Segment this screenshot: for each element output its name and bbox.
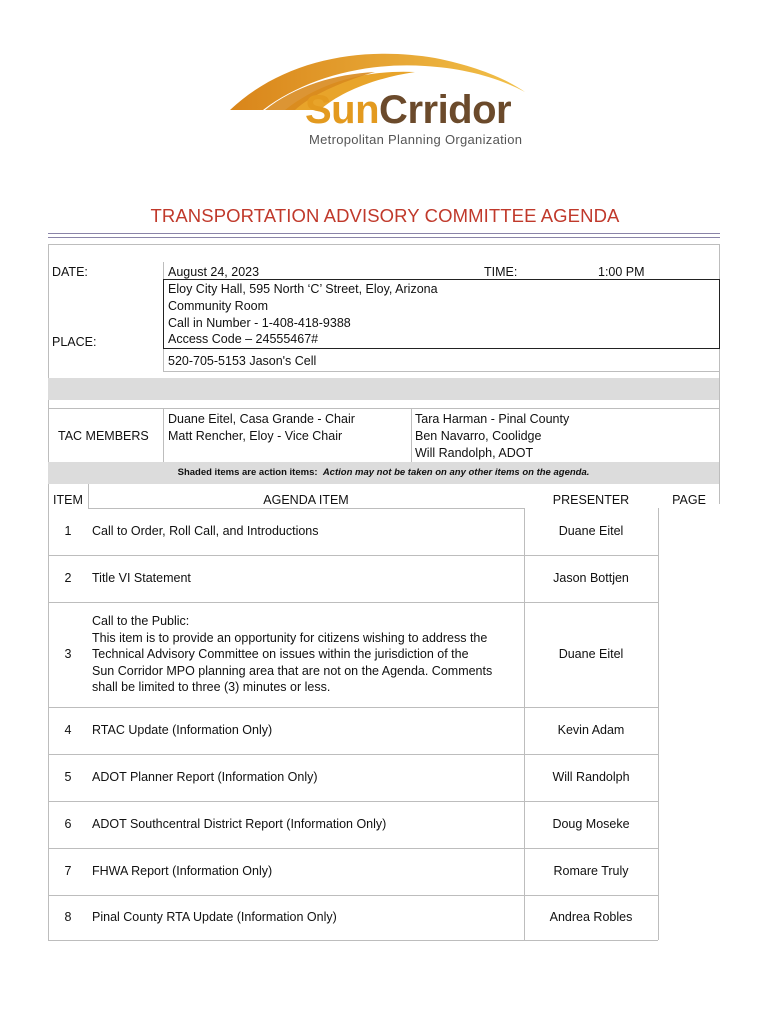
item-number: 5: [64, 770, 72, 785]
agenda-item-text: Pinal County RTA Update (Information Only): [92, 910, 337, 925]
logo: [225, 48, 555, 153]
grid-line: [48, 940, 658, 941]
logo-word-rest: rridor: [407, 88, 512, 132]
col-header-page: PAGE: [672, 493, 706, 507]
presenter-name: Kevin Adam: [557, 723, 625, 738]
page-title: TRANSPORTATION ADVISORY COMMITTEE AGENDA: [150, 205, 620, 226]
agenda-item-text: This item is to provide an opportunity for citizens wishing to address the: [92, 630, 488, 645]
members-label: TAC MEMBERS: [58, 429, 149, 443]
agenda-item-text: Title VI Statement: [92, 571, 191, 586]
member-col1-1: Duane Eitel, Casa Grande - Chair: [168, 412, 355, 426]
presenter-name: Duane Eitel: [558, 647, 624, 662]
item-number: 4: [64, 723, 72, 738]
grid-line: [48, 895, 658, 896]
agenda-item-text: Technical Advisory Committee on issues within the jurisdiction of the: [92, 647, 469, 662]
grid-line: [88, 484, 89, 508]
grid-line: [411, 408, 412, 462]
place-line-1: Eloy City Hall, 595 North ‘C’ Street, Eloy, Arizona: [168, 282, 438, 296]
grid-line: [48, 754, 658, 755]
presenter-name: Duane Eitel: [558, 524, 624, 539]
action-note-italic: Action may not be taken on any other items on the agenda.: [322, 467, 590, 478]
item-number: 8: [64, 910, 72, 925]
item-number: 7: [64, 864, 72, 879]
agenda-item-text: Sun Corridor MPO planning area that are not on the Agenda. Comments: [92, 663, 493, 678]
member-col1-2: Matt Rencher, Eloy - Vice Chair: [168, 429, 343, 443]
grid-line: [163, 371, 719, 372]
agenda-item-text: Call to Order, Roll Call, and Introductions: [92, 524, 319, 539]
shaded-spacer: [48, 378, 719, 400]
presenter-name: Will Randolph: [552, 770, 630, 785]
member-col2-3: Will Randolph, ADOT: [415, 446, 534, 460]
item-number: 1: [64, 524, 72, 539]
place-line-2: Community Room: [168, 299, 269, 313]
grid-line: [48, 244, 720, 245]
agenda-item-text: shall be limited to three (3) minutes or less.: [92, 680, 331, 695]
col-header-item: ITEM: [53, 493, 83, 507]
item-number: 3: [64, 647, 72, 662]
member-col2-1: Tara Harman - Pinal County: [415, 412, 570, 426]
member-col2-2: Ben Navarro, Coolidge: [415, 429, 542, 443]
grid-line: [48, 707, 658, 708]
place-label: PLACE:: [52, 335, 97, 349]
item-number: 6: [64, 817, 72, 832]
grid-line: [48, 244, 49, 940]
grid-line: [48, 555, 658, 556]
place-line-3: Call in Number - 1-408-418-9388: [168, 316, 351, 330]
item-number: 2: [64, 571, 72, 586]
time-value: 1:00 PM: [598, 265, 645, 279]
logo-word-c: C: [379, 88, 408, 132]
presenter-name: Jason Bottjen: [553, 571, 629, 586]
date-label: DATE:: [52, 265, 88, 279]
agenda-item-text: ADOT Southcentral District Report (Information Only): [92, 817, 387, 832]
col-header-agenda: AGENDA ITEM: [263, 493, 349, 507]
phone-line: 520-705-5153 Jason's Cell: [168, 354, 317, 368]
grid-line: [163, 408, 164, 462]
presenter-name: Romare Truly: [553, 864, 629, 879]
logo-word-sun: Sun: [305, 88, 380, 132]
presenter-name: Doug Moseke: [552, 817, 630, 832]
col-header-presenter: PRESENTER: [552, 493, 630, 507]
grid-line: [48, 848, 658, 849]
agenda-item-text: RTAC Update (Information Only): [92, 723, 273, 738]
agenda-item-text: ADOT Planner Report (Information Only): [92, 770, 318, 785]
time-label: TIME:: [484, 265, 518, 279]
date-value: August 24, 2023: [168, 265, 260, 279]
presenter-name: Andrea Robles: [549, 910, 633, 925]
action-note-plain: Shaded items are action items:: [177, 467, 318, 478]
logo-subtitle: Metropolitan Planning Organization: [309, 132, 523, 147]
grid-line: [48, 801, 658, 802]
logo-wordmark: [305, 88, 511, 132]
grid-line: [48, 602, 658, 603]
title-rule: [48, 233, 720, 238]
agenda-item-text: FHWA Report (Information Only): [92, 864, 273, 879]
grid-line: [48, 408, 720, 409]
action-note: [48, 462, 719, 484]
grid-line: [88, 508, 524, 509]
grid-line: [658, 508, 659, 940]
place-line-4: Access Code – 24555467#: [168, 332, 319, 346]
agenda-item-text: Call to the Public:: [92, 614, 190, 629]
